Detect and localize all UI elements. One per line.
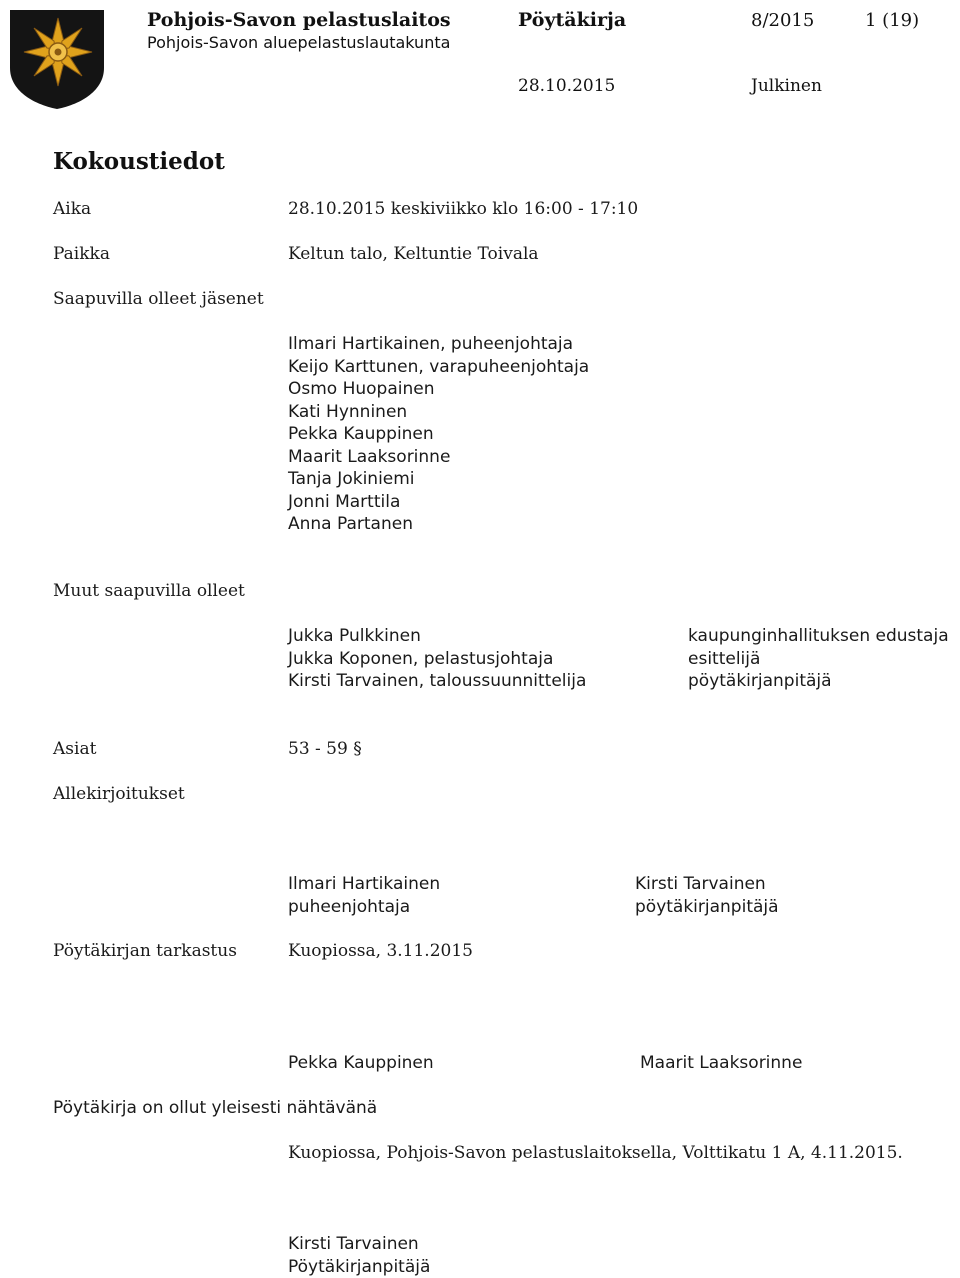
list-item: Keijo Karttunen, varapuheenjohtaja (288, 356, 590, 377)
doc-status: Julkinen (751, 76, 822, 96)
public-value: Kuopiossa, Pohjois-Savon pelastuslaitoksella, Volttikatu 1 A, 4.11.2015. (288, 1143, 903, 1163)
list-item: Jukka Koponen, pelastusjohtaja (288, 648, 554, 669)
review-label: Pöytäkirjan tarkastus (53, 941, 237, 961)
signature-chair (288, 873, 440, 918)
doc-number: 8/2015 (751, 10, 815, 31)
review-value: Kuopiossa, 3.11.2015 (288, 941, 473, 961)
doc-date: 28.10.2015 (518, 76, 616, 96)
page-number: 1 (19) (865, 10, 920, 31)
public-label: Pöytäkirja on ollut yleisesti nähtävänä (53, 1098, 378, 1118)
others-names (288, 625, 586, 693)
final-signature (288, 1233, 430, 1278)
signer-role: puheenjohtaja (288, 896, 411, 917)
list-item: Kati Hynninen (288, 401, 408, 422)
list-item: Maarit Laaksorinne (288, 446, 451, 467)
asiat-label: Asiat (53, 739, 97, 759)
reviewer-1: Pekka Kauppinen (288, 1053, 434, 1073)
list-item: Jonni Marttila (288, 491, 401, 512)
list-item: Pekka Kauppinen (288, 424, 434, 444)
org-subtitle: Pohjois-Savon aluepelastuslautakunta (147, 33, 451, 52)
others-label: Muut saapuvilla olleet (53, 581, 245, 601)
list-item: Osmo Huopainen (288, 379, 435, 399)
signature-secretary (635, 873, 779, 918)
list-item: Anna Partanen (288, 514, 413, 534)
list-item: Kirsti Tarvainen, taloussuunnittelija (288, 671, 587, 691)
others-roles (688, 625, 949, 693)
members-label: Saapuvilla olleet jäsenet (53, 289, 264, 309)
list-item: esittelijä (688, 648, 761, 669)
members-list (288, 333, 589, 536)
doc-type: Pöytäkirja (518, 9, 627, 31)
signatures-label: Allekirjoitukset (53, 784, 185, 804)
list-item: Jukka Pulkkinen (288, 626, 421, 646)
page-title: Kokoustiedot (53, 148, 225, 175)
list-item: kaupunginhallituksen edustaja (688, 626, 949, 646)
list-item: Tanja Jokiniemi (288, 469, 415, 489)
list-item: Ilmari Hartikainen, puheenjohtaja (288, 334, 574, 354)
org-name: Pohjois-Savon pelastuslaitos (147, 9, 451, 31)
aika-label: Aika (53, 199, 92, 219)
paikka-label: Paikka (53, 244, 110, 264)
signer-name: Ilmari Hartikainen (288, 874, 441, 894)
list-item: pöytäkirjanpitäjä (688, 671, 832, 691)
reviewer-2: Maarit Laaksorinne (640, 1053, 803, 1073)
paikka-value: Keltun talo, Keltuntie Toivala (288, 244, 539, 264)
coat-of-arms-icon (8, 6, 106, 110)
signer-role: Pöytäkirjanpitäjä (288, 1256, 431, 1277)
signer-name: Kirsti Tarvainen (288, 1234, 419, 1254)
aika-value: 28.10.2015 keskiviikko klo 16:00 - 17:10 (288, 199, 639, 219)
signer-role: pöytäkirjanpitäjä (635, 896, 779, 917)
signer-name: Kirsti Tarvainen (635, 874, 766, 894)
asiat-value: 53 - 59 § (288, 739, 362, 759)
